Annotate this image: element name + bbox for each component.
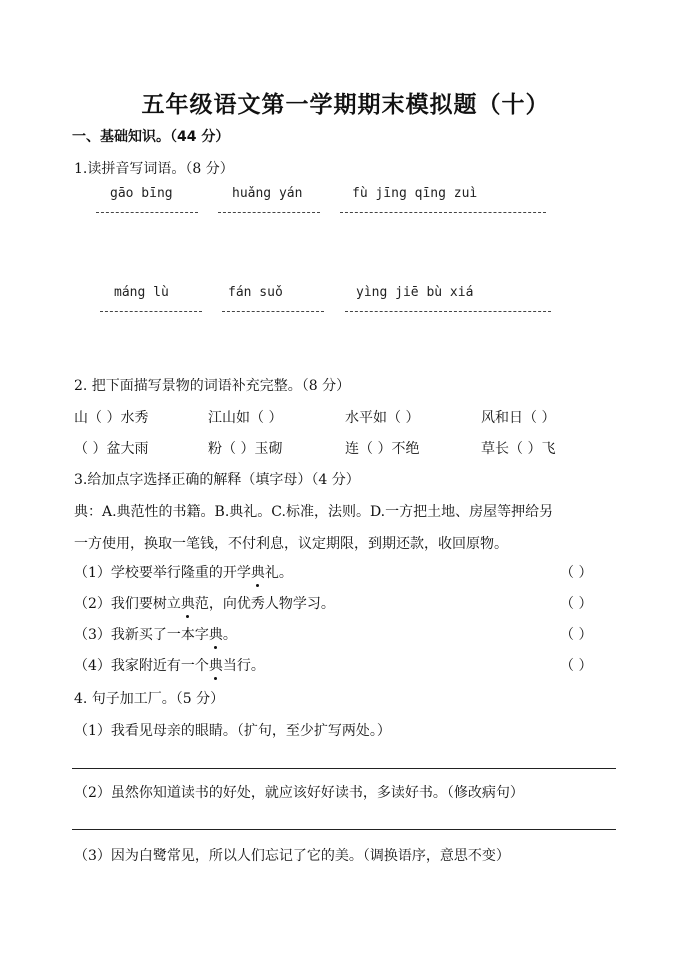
idiom-fill: 风和日（ ） — [481, 410, 556, 426]
answer-parentheses[interactable]: （ ） — [560, 565, 593, 581]
pinyin-huangyan: huǎng yán — [232, 186, 303, 201]
q3-item-1: （1）学校要举行隆重的开学典礼。 — [74, 562, 293, 582]
q4-item-3: （3）因为白鹭常见，所以人们忘记了它的美。（调换语序，意思不变） — [74, 848, 510, 864]
q1-heading: 1.读拼音写词语。（8 分） — [74, 161, 234, 177]
answer-parentheses[interactable]: （ ） — [560, 658, 593, 674]
q3-heading: 3.给加点字选择正确的解释（填字母）（4 分） — [74, 472, 360, 488]
dotted-character: 典 — [251, 562, 265, 582]
answer-line-huangyan[interactable] — [218, 212, 320, 213]
pinyin-yingjiebuxia: yìng jiē bù xiá — [356, 285, 474, 300]
answer-line-fujingqingzui[interactable] — [340, 212, 546, 213]
q2-heading: 2. 把下面描写景物的词语补充完整。（8 分） — [74, 378, 351, 394]
q4-heading: 4. 句子加工厂。（5 分） — [74, 691, 225, 707]
idiom-fill: 粉（ ）玉砌 — [208, 441, 283, 457]
page-title: 五年级语文第一学期期末模拟题（十） — [141, 92, 550, 118]
section-heading-basics: 一、基础知识。（44 分） — [72, 129, 230, 145]
answer-line-fansuo[interactable] — [222, 311, 324, 312]
answer-line-manglu[interactable] — [100, 311, 202, 312]
dotted-character: 典 — [209, 655, 223, 675]
pinyin-gaobing: gāo bīng — [110, 186, 173, 201]
answer-line[interactable] — [72, 768, 616, 769]
answer-line[interactable] — [72, 829, 616, 830]
idiom-fill: 江山如（ ） — [208, 410, 283, 426]
idiom-fill: 连（ ）不绝 — [345, 441, 420, 457]
idiom-fill: 水平如（ ） — [345, 410, 420, 426]
q3-item-3: （3）我新买了一本字典。 — [74, 624, 237, 644]
pinyin-fansuo: fán suǒ — [228, 285, 283, 300]
q3-item-4: （4）我家附近有一个典当行。 — [74, 655, 265, 675]
definition-line: 一方使用，换取一笔钱，不付利息，议定期限，到期还款，收回原物。 — [74, 536, 508, 552]
idiom-fill: （ ）盆大雨 — [74, 441, 149, 457]
dotted-character: 典 — [209, 624, 223, 644]
pinyin-manglu: máng lù — [114, 285, 169, 300]
idiom-fill: 草长（ ）飞 — [481, 441, 556, 457]
answer-parentheses[interactable]: （ ） — [560, 627, 593, 643]
q4-item-1: （1）我看见母亲的眼睛。（扩句，至少扩写两处。） — [74, 723, 391, 739]
answer-line-yingjiebuxia[interactable] — [345, 311, 551, 312]
dotted-character: 典 — [181, 593, 195, 613]
idiom-fill: 山（ ）水秀 — [74, 410, 149, 426]
q4-item-2: （2）虽然你知道读书的好处，就应该好好读书，多读好书。（修改病句） — [74, 785, 524, 801]
definition-line: 典：A.典范性的书籍。B.典礼。C.标准，法则。D.一方把土地、房屋等押给另 — [74, 504, 554, 520]
answer-line-gaobing[interactable] — [96, 212, 198, 213]
q3-item-2: （2）我们要树立典范，向优秀人物学习。 — [74, 593, 335, 613]
pinyin-fujingqingzui: fù jīng qīng zuì — [352, 186, 478, 201]
answer-parentheses[interactable]: （ ） — [560, 596, 593, 612]
